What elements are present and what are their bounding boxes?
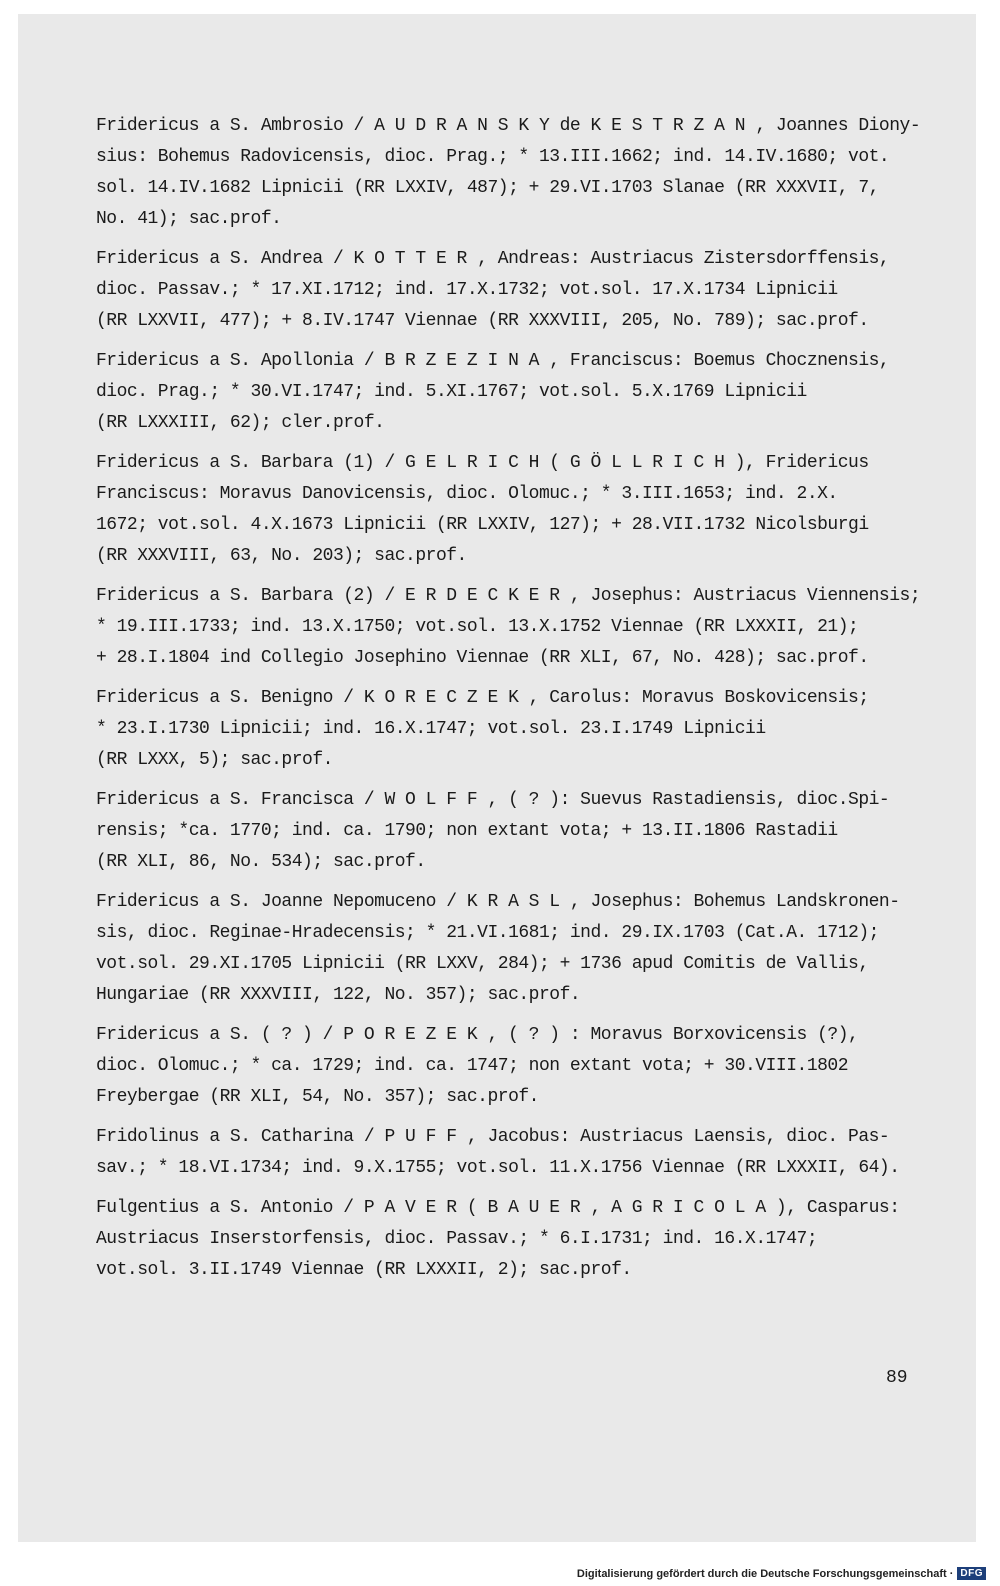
entry-line: Fridericus a S. Barbara (1) / G E L R I C H ( G Ö L L R I C H ), Fridericus — [96, 453, 869, 473]
entry-line: * 19.III.1733; ind. 13.X.1750; vot.sol. 13.X.1752 Viennae (RR LXXXII, 21); — [96, 617, 859, 637]
entry-line: Hungariae (RR XXXVIII, 122, No. 357); sac.prof. — [96, 985, 581, 1005]
entry-line: Fridericus a S. ( ? ) / P O R E Z E K , ( ? ) : Moravus Borxovicensis (?), — [96, 1025, 859, 1045]
register-entry — [96, 683, 926, 776]
register-entry — [96, 887, 926, 1011]
entry-list — [96, 111, 926, 1295]
entry-line: Freybergae (RR XLI, 54, No. 357); sac.prof. — [96, 1087, 539, 1107]
entry-line: dioc. Passav.; * 17.XI.1712; ind. 17.X.1732; vot.sol. 17.X.1734 Lipnicii — [96, 280, 838, 300]
entry-line: dioc. Olomuc.; * ca. 1729; ind. ca. 1747; non extant vota; + 30.VIII.1802 — [96, 1056, 849, 1076]
entry-line: Fridolinus a S. Catharina / P U F F , Jacobus: Austriacus Laensis, dioc. Pas- — [96, 1127, 890, 1147]
register-entry — [96, 1193, 926, 1286]
entry-line: * 23.I.1730 Lipnicii; ind. 16.X.1747; vot.sol. 23.I.1749 Lipnicii — [96, 719, 766, 739]
entry-line: vot.sol. 29.XI.1705 Lipnicii (RR LXXV, 284); + 1736 apud Comitis de Vallis, — [96, 954, 869, 974]
entry-line: (RR XLI, 86, No. 534); sac.prof. — [96, 852, 426, 872]
register-entry — [96, 244, 926, 337]
digitization-footer — [577, 1567, 986, 1580]
entry-line: Fulgentius a S. Antonio / P A V E R ( B A U E R , A G R I C O L A ), Casparus: — [96, 1198, 900, 1218]
dfg-logo-icon: DFG — [957, 1567, 986, 1580]
register-entry — [96, 448, 926, 572]
footer-text: Digitalisierung gefördert durch die Deutsche Forschungsgemeinschaft · — [576, 1567, 954, 1580]
entry-line: sol. 14.IV.1682 Lipnicii (RR LXXIV, 487); + 29.VI.1703 Slanae (RR XXXVII, 7, — [96, 178, 879, 198]
entry-line: (RR LXXVII, 477); + 8.IV.1747 Viennae (RR XXXVIII, 205, No. 789); sac.prof. — [96, 311, 869, 331]
entry-line: sis, dioc. Reginae-Hradecensis; * 21.VI.1681; ind. 29.IX.1703 (Cat.A. 1712); — [96, 923, 879, 943]
entry-line: Fridericus a S. Francisca / W O L F F , ( ? ): Suevus Rastadiensis, dioc.Spi- — [96, 790, 890, 810]
entry-line: rensis; *ca. 1770; ind. ca. 1790; non extant vota; + 13.II.1806 Rastadii — [96, 821, 838, 841]
entry-line: + 28.I.1804 ind Collegio Josephino Viennae (RR XLI, 67, No. 428); sac.prof. — [96, 648, 869, 668]
entry-line: (RR XXXVIII, 63, No. 203); sac.prof. — [96, 546, 467, 566]
entry-line: Fridericus a S. Joanne Nepomuceno / K R A S L , Josephus: Bohemus Landskronen- — [96, 892, 900, 912]
entry-line: Franciscus: Moravus Danovicensis, dioc. Olomuc.; * 3.III.1653; ind. 2.X. — [96, 484, 838, 504]
entry-line: Fridericus a S. Benigno / K O R E C Z E K , Carolus: Moravus Boskovicensis; — [96, 688, 869, 708]
register-entry — [96, 785, 926, 878]
entry-line: sius: Bohemus Radovicensis, dioc. Prag.; * 13.III.1662; ind. 14.IV.1680; vot. — [96, 147, 890, 167]
register-entry — [96, 1122, 926, 1184]
register-entry — [96, 346, 926, 439]
entry-line: Fridericus a S. Apollonia / B R Z E Z I N A , Franciscus: Boemus Chocznensis, — [96, 351, 890, 371]
scanned-page — [18, 14, 976, 1542]
entry-line: dioc. Prag.; * 30.VI.1747; ind. 5.XI.1767; vot.sol. 5.X.1769 Lipnicii — [96, 382, 807, 402]
register-entry — [96, 1020, 926, 1113]
entry-line: Austriacus Inserstorfensis, dioc. Passav.; * 6.I.1731; ind. 16.X.1747; — [96, 1229, 818, 1249]
entry-line: (RR LXXXIII, 62); cler.prof. — [96, 413, 385, 433]
page-number: 89 — [886, 1368, 908, 1388]
entry-line: 1672; vot.sol. 4.X.1673 Lipnicii (RR LXXIV, 127); + 28.VII.1732 Nicolsburgi — [96, 515, 869, 535]
register-entry — [96, 111, 926, 235]
entry-line: (RR LXXX, 5); sac.prof. — [96, 750, 333, 770]
entry-line: sav.; * 18.VI.1734; ind. 9.X.1755; vot.sol. 11.X.1756 Viennae (RR LXXXII, 64). — [96, 1158, 900, 1178]
register-entry — [96, 581, 926, 674]
entry-line: Fridericus a S. Barbara (2) / E R D E C K E R , Josephus: Austriacus Viennensis; — [96, 586, 921, 606]
entry-line: Fridericus a S. Andrea / K O T T E R , Andreas: Austriacus Zistersdorffensis, — [96, 249, 890, 269]
entry-line: Fridericus a S. Ambrosio / A U D R A N S K Y de K E S T R Z A N , Joannes Diony- — [96, 116, 921, 136]
entry-line: vot.sol. 3.II.1749 Viennae (RR LXXXII, 2); sac.prof. — [96, 1260, 632, 1280]
entry-line: No. 41); sac.prof. — [96, 209, 282, 229]
